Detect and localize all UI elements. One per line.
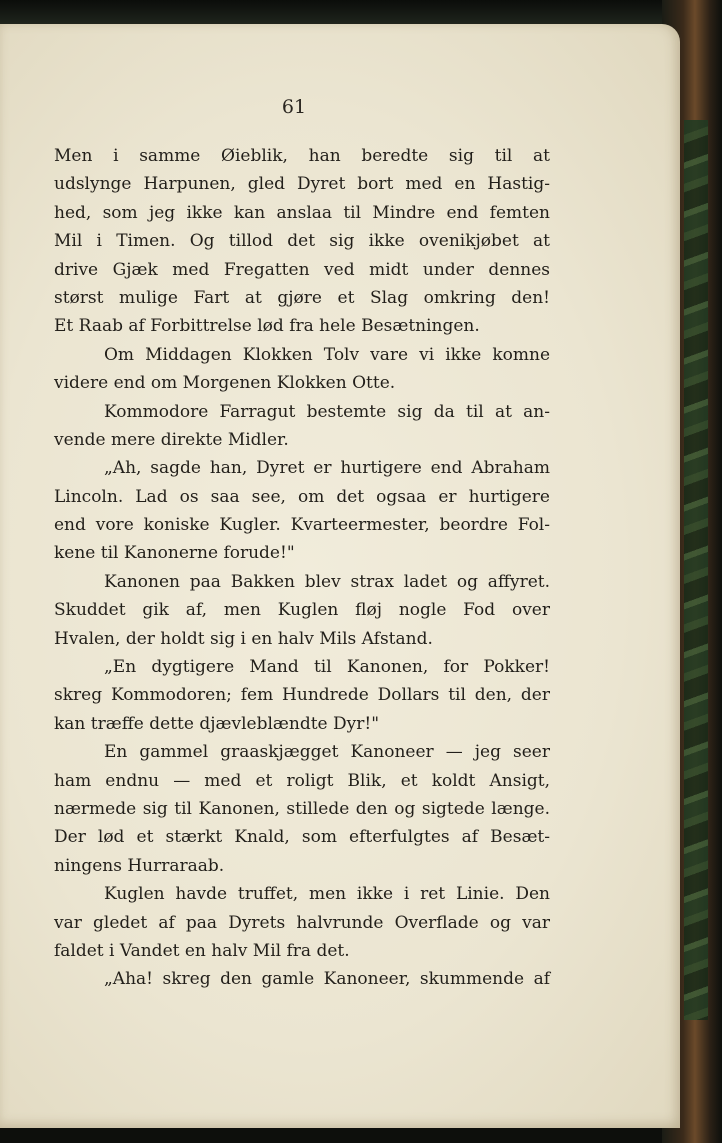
text-line: nærmede sig til Kanonen, stillede den og sigtede længe. [54,798,550,819]
text-line: Hvalen, der holdt sig i en halv Mils Afstand. [54,628,433,649]
body-text [54,142,550,994]
text-line: „En dygtigere Mand til Kanonen, for Pokker! [104,657,550,678]
page-number: 61 [281,96,307,118]
marbled-cover-pattern [684,120,708,1020]
text-line: skreg Kommodoren; fem Hundrede Dollars til den, der [54,685,550,706]
text-line: hed, som jeg ikke kan anslaa til Mindre end femten [54,202,550,223]
text-line: Mil i Timen. Og tillod det sig ikke ovenikjøbet at [54,231,550,252]
text-line: „Ah, sagde han, Dyret er hurtigere end Abraham [104,458,550,479]
text-line: Men i samme Øieblik, han beredte sig til at [54,146,550,166]
text-line: ningens Hurraraab. [54,855,225,876]
text-line: En gammel graaskjægget Kanoneer — jeg seer [104,742,550,763]
text-line: ham endnu — med et roligt Blik, et koldt Ansigt, [54,770,550,791]
text-line: kene til Kanonerne forude!" [54,543,295,564]
text-line: Kuglen havde truffet, men ikke i ret Linie. Den [104,884,550,905]
text-line: Der lød et stærkt Knald, som efterfulgtes af Besæt- [54,827,550,848]
text-line: Et Raab af Forbittrelse lød fra hele Besætningen. [54,316,480,337]
text-line: Kommodore Farragut bestemte sig da til at an- [104,401,550,422]
paper-page [0,24,680,1128]
text-line: „Aha! skreg den gamle Kanoneer, skummende af [104,969,550,990]
text-line: Om Middagen Klokken Tolv vare vi ikke komne [104,344,550,365]
text-line: udslynge Harpunen, gled Dyret bort med en Hastig- [54,174,550,195]
text-line: var gledet af paa Dyrets halvrunde Overflade og var [54,912,550,933]
text-line: kan træffe dette djævleblændte Dyr!" [54,713,380,734]
text-line: Kanonen paa Bakken blev strax ladet og affyret. [104,571,550,592]
text-line: Lincoln. Lad os saa see, om det ogsaa er hurtigere [54,486,550,507]
text-line: vende mere direkte Midler. [54,429,289,450]
text-line: Skuddet gik af, men Kuglen fløj nogle Fod over [54,600,550,621]
text-line: størst mulige Fart at gjøre et Slag omkring den! [54,287,550,308]
text-line: end vore koniske Kugler. Kvarteermester, beordre Fol- [54,515,550,536]
text-line: faldet i Vandet en halv Mil fra det. [54,940,350,961]
text-line: drive Gjæk med Fregatten ved midt under dennes [54,259,550,280]
text-line: videre end om Morgenen Klokken Otte. [54,373,396,394]
